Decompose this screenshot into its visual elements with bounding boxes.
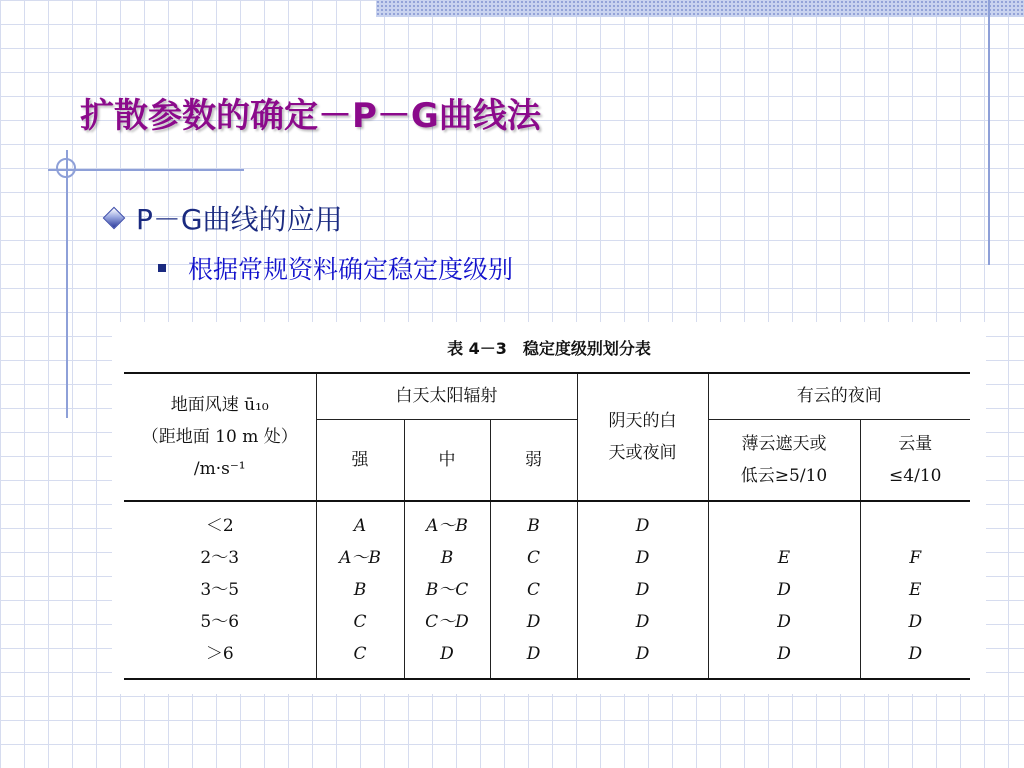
bullet-level2 bbox=[158, 250, 513, 286]
slide-title: 扩散参数的确定－P－G曲线法 bbox=[80, 96, 541, 136]
wind-speed-column: ＜2 2～3 3～5 5～6 ＞6 bbox=[124, 501, 316, 679]
decor-circle bbox=[56, 158, 76, 178]
overcast-header: 阴天的白 天或夜间 bbox=[577, 373, 708, 501]
bullet-level2-text: 根据常规资料确定稳定度级别 bbox=[188, 255, 514, 284]
cloud-amount-header: 云量 ≤4/10 bbox=[860, 419, 970, 501]
top-decor-band bbox=[376, 0, 1024, 17]
square-bullet-icon bbox=[158, 264, 166, 272]
bullet-level1-text: P－G曲线的应用 bbox=[136, 203, 343, 236]
strong-column: A A～B B C C bbox=[316, 501, 404, 679]
daytime-radiation-header: 白天太阳辐射 bbox=[316, 373, 577, 419]
left-decor-line bbox=[66, 150, 68, 418]
stability-table bbox=[124, 372, 970, 680]
weak-column: B C C D D bbox=[490, 501, 577, 679]
thin-cloud-column: E D D D bbox=[708, 501, 860, 679]
overcast-column: D D D D D bbox=[577, 501, 708, 679]
weak-header: 弱 bbox=[490, 419, 577, 501]
title-decor-line bbox=[48, 169, 244, 171]
thin-cloud-header: 薄云遮天或 低云≥5/10 bbox=[708, 419, 860, 501]
right-decor-line bbox=[988, 0, 990, 265]
wind-speed-header: 地面风速 ū₁₀ （距地面 10 m 处） /m·s⁻¹ bbox=[124, 373, 316, 501]
cloud-amount-column: F E D D bbox=[860, 501, 970, 679]
medium-column: A～B B B～C C～D D bbox=[404, 501, 490, 679]
strong-header: 强 bbox=[316, 419, 404, 501]
cloudy-night-header: 有云的夜间 bbox=[708, 373, 970, 419]
table-caption: 表 4－3 稳定度级别划分表 bbox=[447, 339, 651, 358]
diamond-bullet-icon bbox=[103, 207, 126, 230]
stability-table-figure bbox=[112, 322, 986, 694]
medium-header: 中 bbox=[404, 419, 490, 501]
bullet-level1 bbox=[106, 198, 343, 238]
